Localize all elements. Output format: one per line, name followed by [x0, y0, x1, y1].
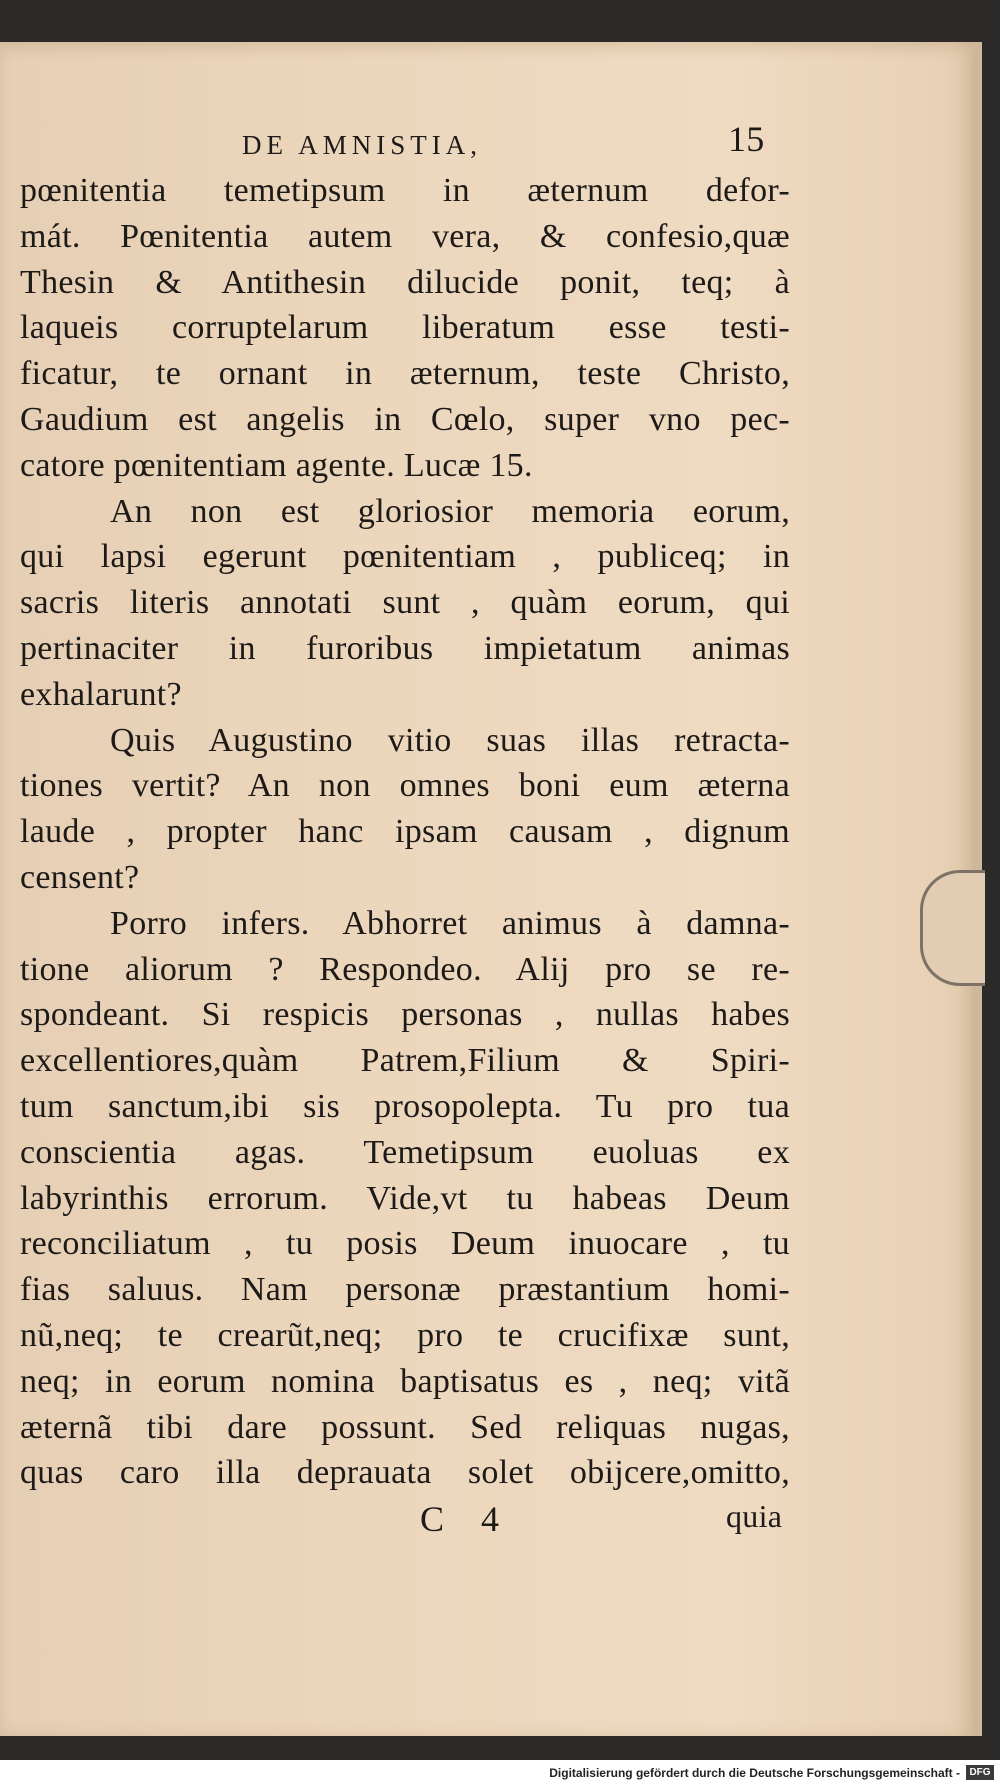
text-line: tiones vertit? An non omnes boni eum æterna: [20, 767, 790, 805]
text-line: tum sanctum,ibi sis prosopolepta. Tu pro tua: [20, 1087, 790, 1125]
text-line: An non est gloriosior memoria eorum,: [110, 492, 790, 530]
text-line: Quis Augustino vitio suas illas retracta-: [110, 721, 790, 759]
text-line: pœnitentia temetipsum in æternum defor-: [20, 172, 790, 209]
text-line: laqueis corruptelarum liberatum esse testi-: [20, 309, 790, 347]
text-line: ficatur, te ornant in æternum, teste Christo,: [20, 355, 790, 393]
page-text-block: [20, 118, 790, 1548]
text-line: Gaudium est angelis in Cœlo, super vno pec-: [20, 400, 790, 438]
text-line: æternã tibi dare possunt. Sed reliquas nugas,: [20, 1408, 790, 1446]
text-line: catore pœnitentiam agente. Lucæ 15.: [20, 446, 533, 484]
digitization-credit-bar: [0, 1760, 1000, 1788]
running-header: [20, 118, 790, 168]
page-number: 15: [728, 119, 765, 159]
text-line: nũ,neq; te crearũt,neq; pro te crucifixæ sunt,: [20, 1316, 790, 1354]
text-line: excellentiores,quàm Patrem,Filium & Spiri-: [20, 1042, 790, 1080]
digitization-credit: Digitalisierung gefördert durch die Deutsche Forschungsgemeinschaft -: [549, 1766, 960, 1780]
dfg-logo: DFG: [966, 1765, 994, 1780]
text-line: sacris literis annotati sunt , quàm eorum, qui: [20, 584, 790, 622]
text-line: exhalarunt?: [20, 675, 182, 713]
text-line: conscientia agas. Temetipsum euoluas ex: [20, 1133, 790, 1171]
text-line: mát. Pœnitentia autem vera, & confesio,quæ: [20, 217, 790, 255]
text-line: laude , propter hanc ipsam causam , dignum: [20, 813, 790, 851]
text-line: reconciliatum , tu posis Deum inuocare , tu: [20, 1225, 790, 1263]
text-line: pertinaciter in furoribus impietatum animas: [20, 629, 790, 667]
text-line: fias saluus. Nam personæ præstantium homi-: [20, 1271, 790, 1309]
text-line: Thesin & Antithesin dilucide ponit, teq; à: [20, 263, 790, 301]
text-line: qui lapsi egerunt pœnitentiam , publiceq; in: [20, 538, 790, 576]
text-line: censent?: [20, 858, 140, 896]
page-footer: [20, 1498, 790, 1548]
text-line: tione aliorum ? Respondeo. Alij pro se re-: [20, 950, 790, 988]
text-line: neq; in eorum nomina baptisatus es , neq; vitã: [20, 1362, 790, 1400]
header-title: DE AMNISTIA,: [242, 130, 482, 160]
text-line: Porro infers. Abhorret animus à damna-: [110, 904, 790, 942]
text-line: quas caro illa deprauata solet obijcere,omitto,: [20, 1454, 790, 1492]
text-line: spondeant. Si respicis personas , nullas habes: [20, 996, 790, 1034]
signature-mark: C 4: [420, 1499, 514, 1540]
page-clip: [920, 870, 985, 986]
catchword: quia: [726, 1498, 783, 1535]
text-line: labyrinthis errorum. Vide,vt tu habeas Deum: [20, 1179, 790, 1217]
